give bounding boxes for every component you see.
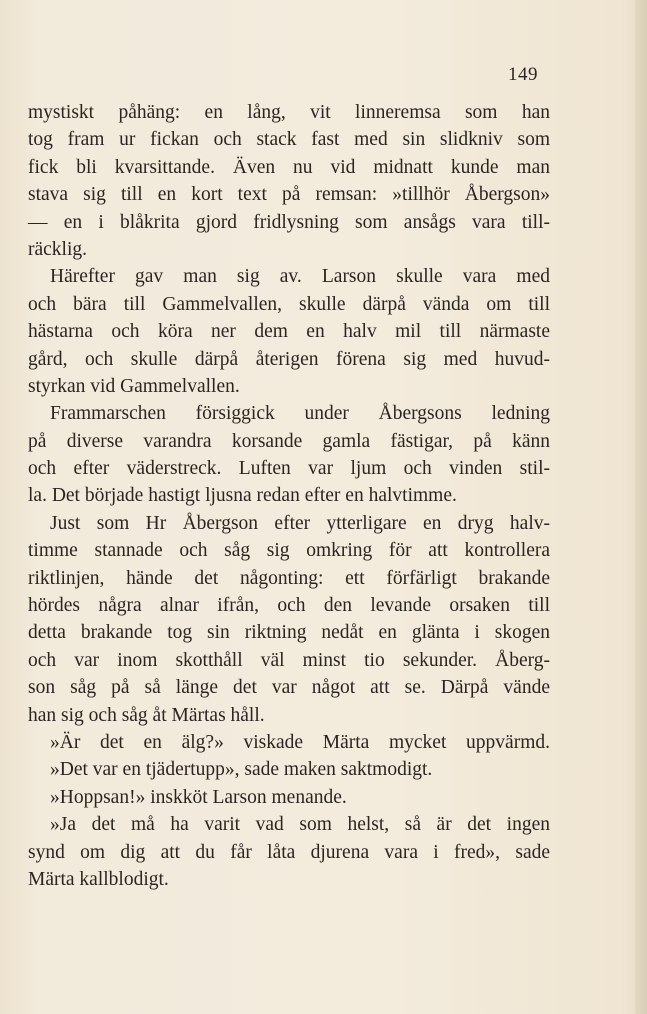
text-line: stava sig till en kort text på remsan: »tillhör Åbergson» [28, 184, 550, 206]
text-line: hördes några alnar ifrån, och den levande orsaken till [28, 595, 550, 617]
text-line: styrkan vid Gammelvallen. [28, 375, 240, 397]
text-line: tog fram ur fickan och stack fast med sin slidkniv som [28, 129, 550, 151]
text-line: Härefter gav man sig av. Larson skulle vara med [50, 266, 550, 288]
text-line: la. Det började hastigt ljusna redan efter en halvtimme. [28, 485, 457, 507]
text-line: gård, och skulle därpå återigen förena sig med huvud- [28, 348, 550, 370]
text-line: han sig och såg åt Märtas håll. [28, 704, 265, 726]
text-line: synd om dig att du får låta djurena vara i fred», sade [28, 841, 550, 863]
text-line: »Ja det må ha varit vad som helst, så är det ingen [50, 814, 550, 836]
text-line: detta brakande tog sin riktning nedåt en glänta i skogen [28, 622, 550, 644]
text-line: och efter väderstreck. Luften var ljum och vinden stil- [28, 458, 550, 480]
page-edge [635, 0, 647, 1014]
text-line: son såg på så länge det var något att se. Därpå vände [28, 677, 550, 699]
text-line: hästarna och köra ner dem en halv mil till närmaste [28, 321, 550, 343]
text-line: — en i blåkrita gjord fridlysning som ansågs vara till- [28, 211, 550, 233]
page-number: 149 [508, 64, 538, 85]
text-line: timme stannade och såg sig omkring för att kontrollera [28, 540, 550, 562]
text-line: på diverse varandra korsande gamla fästigar, på känn [28, 430, 550, 452]
text-line: Märta kallblodigt. [28, 868, 169, 890]
text-line: och var inom skotthåll väl minst tio sekunder. Åberg- [28, 649, 550, 671]
text-line: »Det var en tjädertupp», sade maken saktmodigt. [50, 759, 433, 781]
text-line: »Är det en älg?» viskade Märta mycket uppvärmd. [50, 731, 550, 753]
text-line: Frammarschen försiggick under Åbergsons ledning [50, 403, 550, 425]
text-line: fick bli kvarsittande. Även nu vid midnatt kunde man [28, 156, 550, 178]
text-line: mystiskt påhäng: en lång, vit linneremsa som han [28, 102, 550, 123]
text-line: och bära till Gammelvallen, skulle därpå vända om till [28, 293, 550, 315]
text-line: räcklig. [28, 238, 88, 260]
text-line: Just som Hr Åbergson efter ytterligare en dryg halv- [50, 512, 550, 534]
text-line: riktlinjen, hände det någonting: ett förfärligt brakande [28, 567, 550, 589]
text-line: »Hoppsan!» inskköt Larson menande. [50, 786, 347, 808]
body-text [28, 99, 550, 893]
